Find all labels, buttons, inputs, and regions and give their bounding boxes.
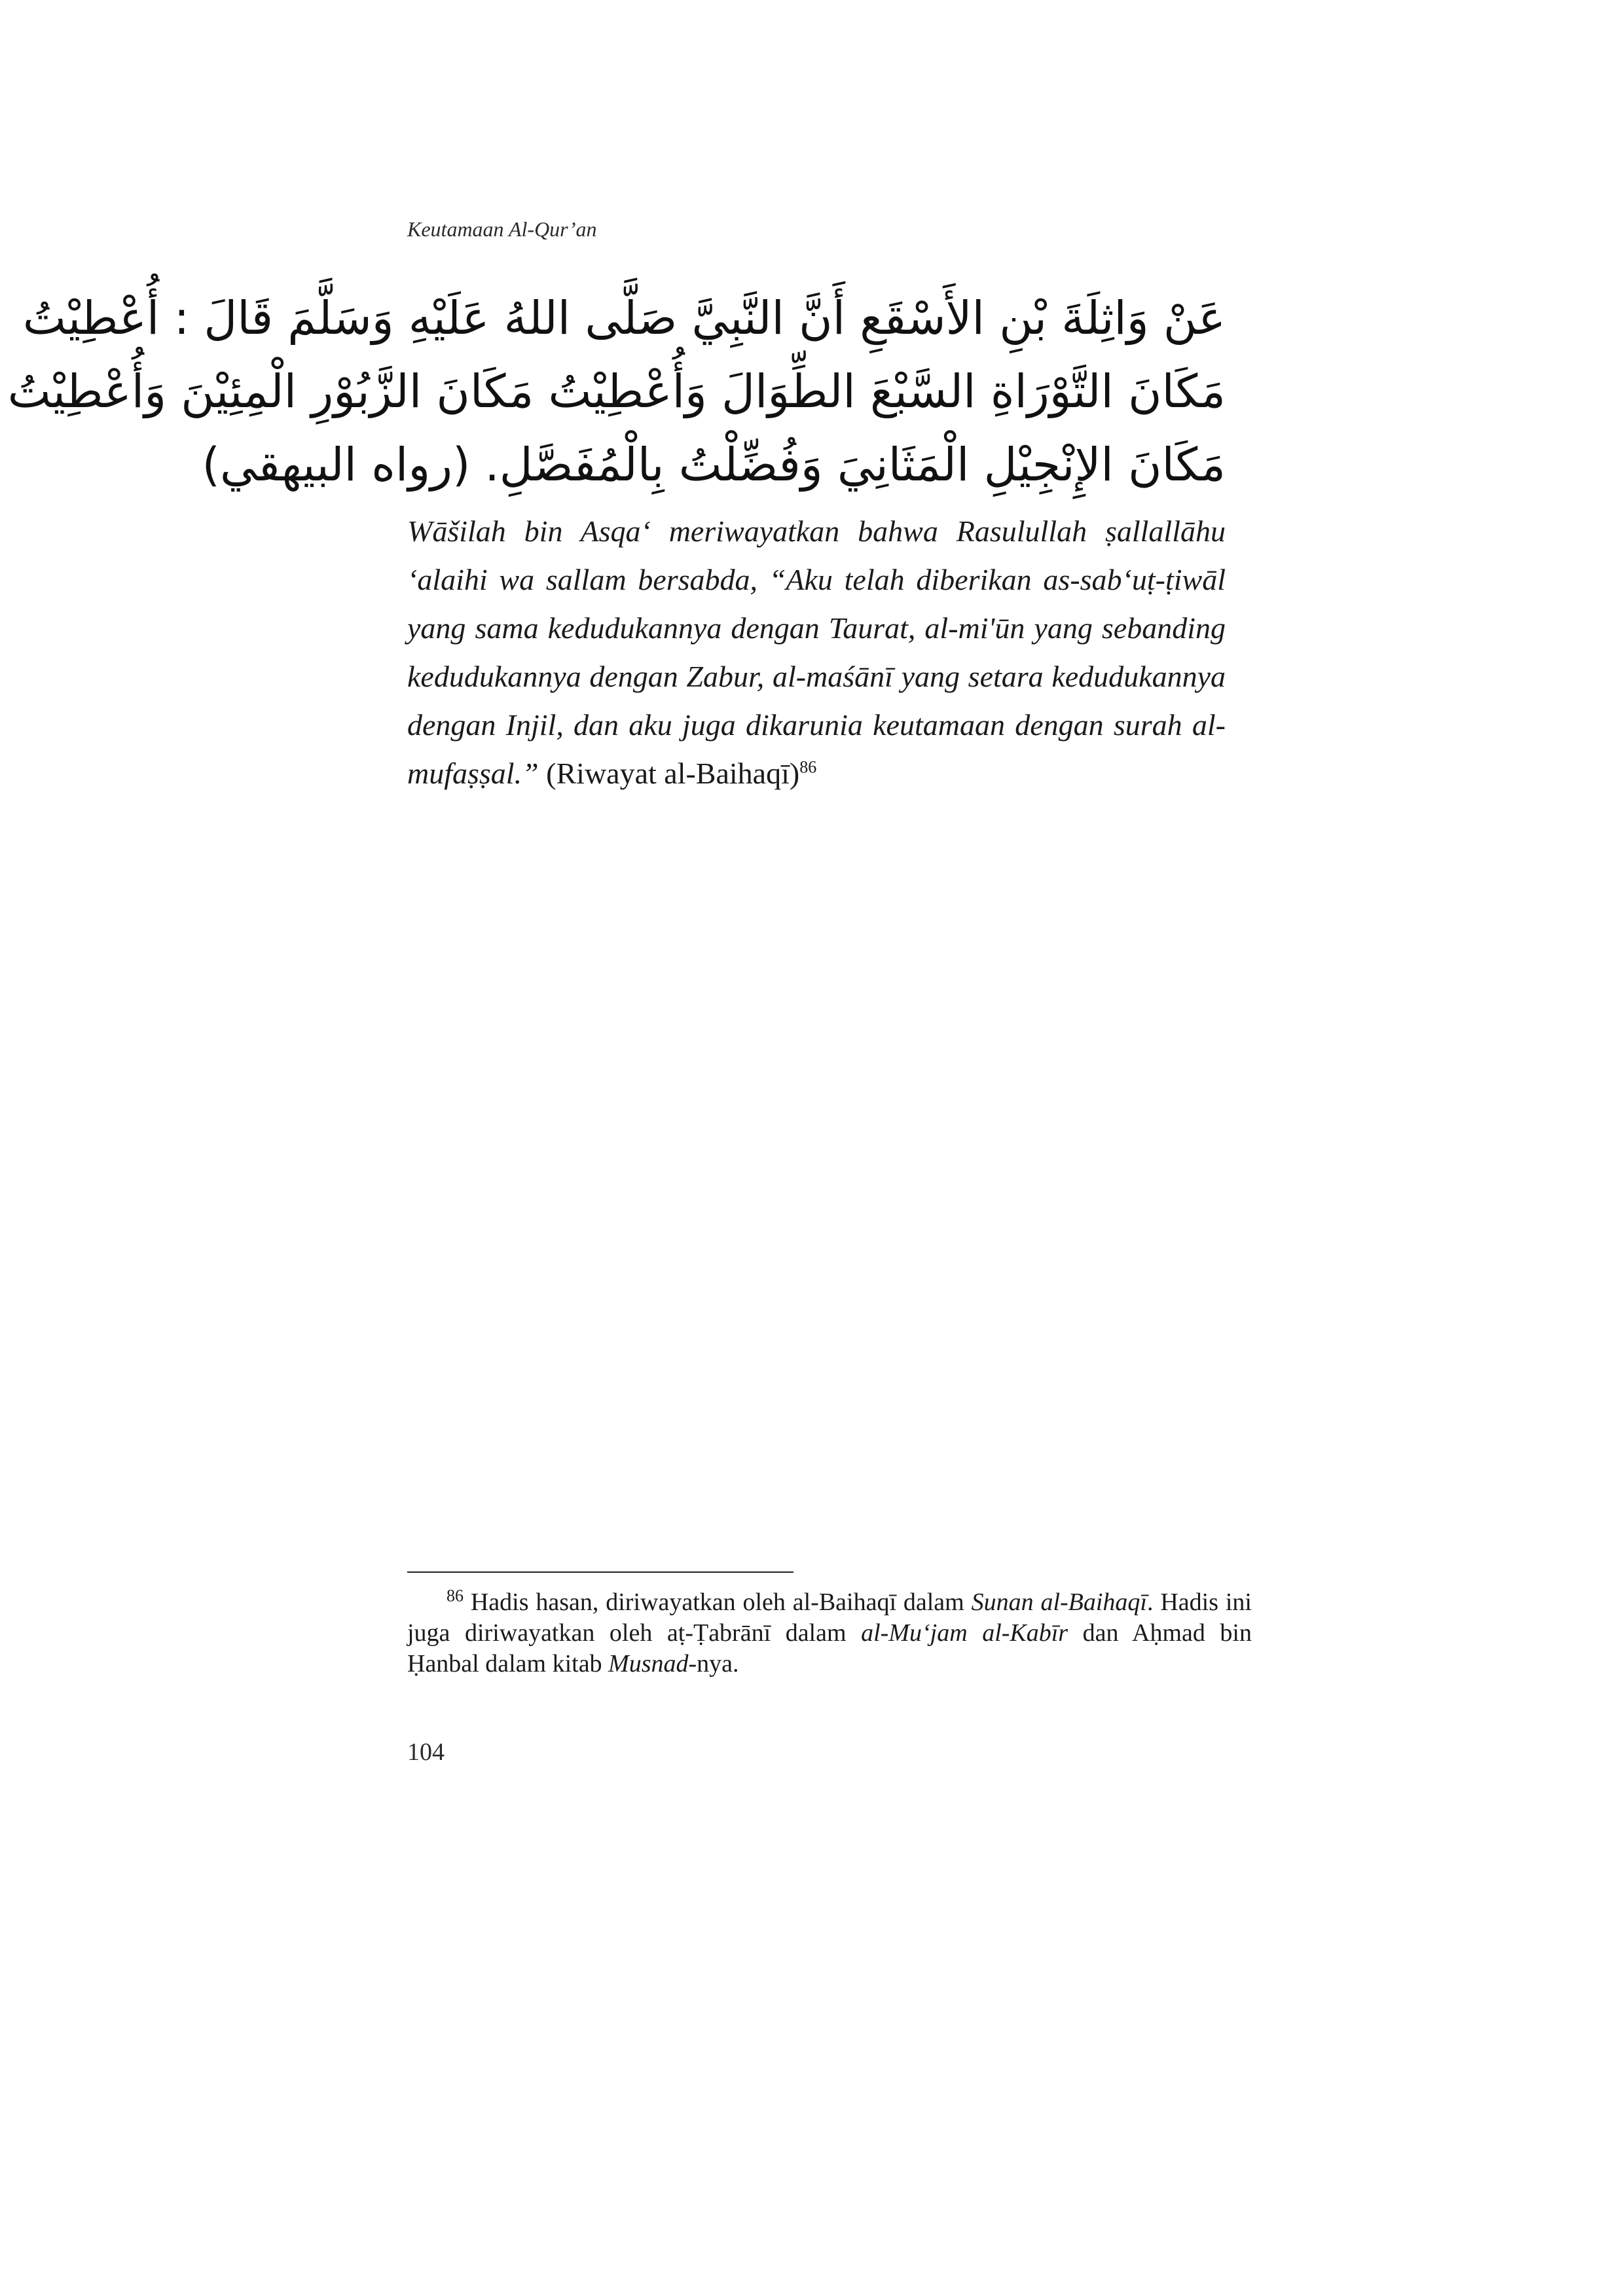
arabic-line-2: مَكَانَ التَّوْرَاةِ السَّبْعَ الطِّوَالَ وَأُعْطِيْتُ مَكَانَ الزَّبُوْرِ الْمِئِيْنَ وَأُعْطِيْتُ (7, 365, 1226, 418)
footnote-text-3: dan Aḥmad bin Ḥanbal dalam kitab (407, 1619, 1252, 1677)
footnote-text-2: . Hadis ini juga diriwayatkan oleh aṭ-Ṭabrānī dalam (407, 1588, 1252, 1647)
footnote (407, 1587, 1252, 1679)
translation-italic-text: Wāšilah bin Asqa‘ meriwayatkan bahwa Rasulullah ṣallallāhu ‘alaihi wa sallam bersabda, “Aku telah diberikan as-sab‘uṭ-ṭiwāl yang sama kedudukannya dengan Taurat, al-mi'ūn yang sebanding kedudukannya dengan Zabur, al-maśānī yang setara kedudukannya dengan Injil, dan aku juga dikarunia keutamaan dengan surah al-mufaṣṣal.” (407, 514, 1226, 790)
footnote-separator (407, 1571, 793, 1573)
footnote-title-mujam: al-Mu‘jam al-Kabīr (861, 1619, 1068, 1647)
page-number: 104 (407, 1738, 445, 1766)
translation-paragraph (407, 507, 1226, 798)
footnote-text-4: -nya. (688, 1650, 739, 1677)
running-header: Keutamaan Al-Qur’an (407, 217, 597, 241)
footnote-number: 86 (447, 1586, 464, 1605)
footnote-reference[interactable]: 86 (799, 757, 817, 777)
arabic-hadith-text (7, 281, 1226, 501)
arabic-line-3: مَكَانَ الإِنْجِيْلِ الْمَثَانِيَ وَفُضِّلْتُ بِالْمُفَصَّلِ. (رواه البيهقي) (202, 438, 1226, 492)
footnote-title-musnad: Musnad (608, 1650, 689, 1677)
translation-source: (Riwayat al-Baihaqī) (538, 757, 800, 790)
footnote-text-1: Hadis hasan, diriwayatkan oleh al-Baihaqī dalam (464, 1588, 972, 1616)
arabic-line-1: عَنْ وَاثِلَةَ بْنِ الأَسْقَعِ أَنَّ النَّبِيَّ صَلَّى اللهُ عَلَيْهِ وَسَلَّمَ قَالَ : أُعْطِيْتُ (22, 291, 1226, 345)
footnote-title-sunan: Sunan al-Baihaqī (971, 1588, 1147, 1616)
